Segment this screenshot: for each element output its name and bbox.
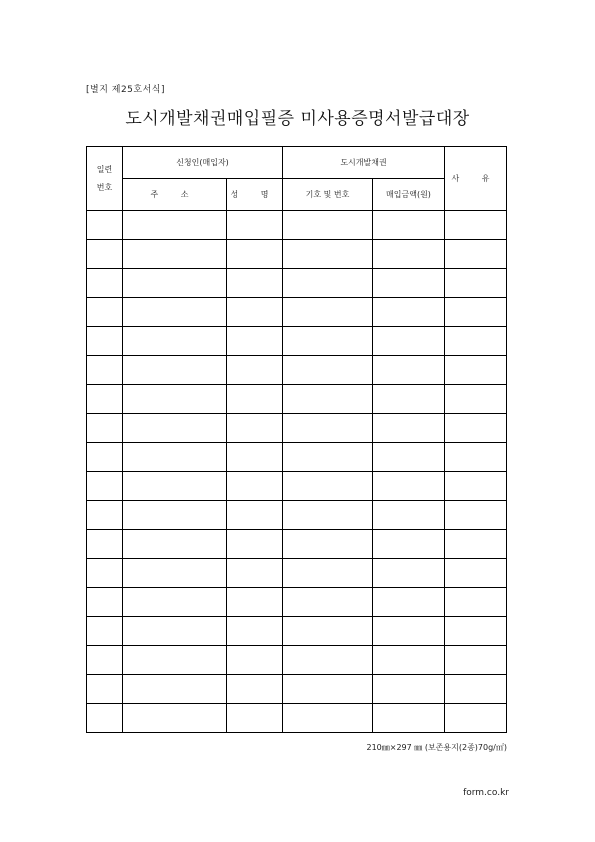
table-row — [87, 472, 507, 501]
paper-spec-footnote: 210㎜×297 ㎜ (보존용지(2종)70g/㎡) — [366, 743, 507, 752]
address-cell[interactable] — [123, 298, 227, 327]
purchase-amount-cell[interactable] — [373, 588, 445, 617]
seq-cell[interactable] — [87, 240, 123, 269]
address-cell[interactable] — [123, 443, 227, 472]
seq-cell[interactable] — [87, 414, 123, 443]
address-cell[interactable] — [123, 240, 227, 269]
name-cell[interactable] — [227, 356, 283, 385]
address-cell[interactable] — [123, 646, 227, 675]
purchase-amount-cell[interactable] — [373, 675, 445, 704]
symbol-number-header: 기호 및 번호 — [283, 179, 373, 211]
reason-cell[interactable] — [445, 530, 507, 559]
reason-cell[interactable] — [445, 414, 507, 443]
header-row-top — [87, 147, 507, 179]
seq-cell[interactable] — [87, 443, 123, 472]
reason-cell[interactable] — [445, 240, 507, 269]
address-cell[interactable] — [123, 501, 227, 530]
applicant-group-header: 신청인(매입자) — [123, 147, 283, 179]
table-row — [87, 501, 507, 530]
name-cell[interactable] — [227, 617, 283, 646]
header-row-bottom — [87, 179, 507, 211]
reason-cell[interactable] — [445, 472, 507, 501]
name-cell[interactable] — [227, 588, 283, 617]
reason-cell[interactable] — [445, 269, 507, 298]
table-row — [87, 327, 507, 356]
purchase-amount-cell[interactable] — [373, 211, 445, 240]
table-row — [87, 443, 507, 472]
seq-cell[interactable] — [87, 298, 123, 327]
name-cell[interactable] — [227, 501, 283, 530]
table-row — [87, 588, 507, 617]
name-header: 성 명 — [227, 179, 283, 211]
name-cell[interactable] — [227, 675, 283, 704]
purchase-amount-cell[interactable] — [373, 646, 445, 675]
name-cell[interactable] — [227, 530, 283, 559]
symbol-number-cell[interactable] — [283, 704, 373, 733]
table-row — [87, 298, 507, 327]
address-cell[interactable] — [123, 269, 227, 298]
address-cell[interactable] — [123, 356, 227, 385]
purchase-amount-cell[interactable] — [373, 298, 445, 327]
address-cell[interactable] — [123, 385, 227, 414]
address-cell[interactable] — [123, 530, 227, 559]
purchase-amount-cell[interactable] — [373, 704, 445, 733]
address-cell[interactable] — [123, 559, 227, 588]
page-title: 도시개발채권매입필증 미사용증명서발급대장 — [125, 109, 470, 129]
table-row — [87, 530, 507, 559]
seq-header-line1: 일련 — [96, 164, 113, 174]
seq-cell[interactable] — [87, 327, 123, 356]
seq-cell[interactable] — [87, 617, 123, 646]
seq-cell[interactable] — [87, 356, 123, 385]
name-cell[interactable] — [227, 704, 283, 733]
reason-cell[interactable] — [445, 327, 507, 356]
purchase-amount-cell[interactable] — [373, 443, 445, 472]
symbol-number-cell[interactable] — [283, 617, 373, 646]
table-row — [87, 617, 507, 646]
symbol-number-cell[interactable] — [283, 443, 373, 472]
seq-cell[interactable] — [87, 559, 123, 588]
purchase-amount-cell[interactable] — [373, 356, 445, 385]
name-cell[interactable] — [227, 414, 283, 443]
name-cell[interactable] — [227, 269, 283, 298]
ledger-body — [87, 211, 507, 733]
address-cell[interactable] — [123, 472, 227, 501]
address-cell[interactable] — [123, 211, 227, 240]
reason-cell[interactable] — [445, 617, 507, 646]
purchase-amount-cell[interactable] — [373, 501, 445, 530]
table-row — [87, 675, 507, 704]
purchase-amount-cell[interactable] — [373, 327, 445, 356]
symbol-number-cell[interactable] — [283, 675, 373, 704]
seq-cell[interactable] — [87, 704, 123, 733]
seq-cell[interactable] — [87, 472, 123, 501]
name-cell[interactable] — [227, 298, 283, 327]
purchase-amount-cell[interactable] — [373, 414, 445, 443]
address-cell[interactable] — [123, 327, 227, 356]
seq-cell[interactable] — [87, 675, 123, 704]
name-cell[interactable] — [227, 327, 283, 356]
form-label: [별지 제25호서식] — [86, 85, 165, 95]
address-cell[interactable] — [123, 704, 227, 733]
symbol-number-cell[interactable] — [283, 501, 373, 530]
table-row — [87, 414, 507, 443]
table-row — [87, 211, 507, 240]
name-cell[interactable] — [227, 472, 283, 501]
symbol-number-cell[interactable] — [283, 472, 373, 501]
table-row — [87, 240, 507, 269]
symbol-number-cell[interactable] — [283, 414, 373, 443]
address-header: 주 소 — [123, 179, 227, 211]
ledger-table — [86, 146, 507, 733]
address-cell[interactable] — [123, 617, 227, 646]
reason-cell[interactable] — [445, 385, 507, 414]
site-credit: form.co.kr — [463, 788, 509, 798]
purchase-amount-cell[interactable] — [373, 240, 445, 269]
purchase-amount-cell[interactable] — [373, 530, 445, 559]
reason-cell[interactable] — [445, 704, 507, 733]
purchase-amount-cell[interactable] — [373, 269, 445, 298]
table-row — [87, 269, 507, 298]
purchase-amount-cell[interactable] — [373, 385, 445, 414]
reason-cell[interactable] — [445, 501, 507, 530]
symbol-number-cell[interactable] — [283, 327, 373, 356]
table-row — [87, 704, 507, 733]
symbol-number-cell[interactable] — [283, 530, 373, 559]
name-cell[interactable] — [227, 443, 283, 472]
seq-cell[interactable] — [87, 501, 123, 530]
table-row — [87, 559, 507, 588]
symbol-number-cell[interactable] — [283, 240, 373, 269]
reason-cell[interactable] — [445, 559, 507, 588]
symbol-number-cell[interactable] — [283, 559, 373, 588]
symbol-number-cell[interactable] — [283, 385, 373, 414]
seq-cell[interactable] — [87, 385, 123, 414]
table-row — [87, 356, 507, 385]
seq-header-line2: 번호 — [96, 182, 113, 192]
reason-cell[interactable] — [445, 675, 507, 704]
name-cell[interactable] — [227, 211, 283, 240]
symbol-number-cell[interactable] — [283, 211, 373, 240]
address-cell[interactable] — [123, 588, 227, 617]
reason-cell[interactable] — [445, 298, 507, 327]
name-cell[interactable] — [227, 559, 283, 588]
address-cell[interactable] — [123, 414, 227, 443]
seq-header — [87, 147, 123, 211]
table-row — [87, 385, 507, 414]
name-cell[interactable] — [227, 240, 283, 269]
purchase-amount-cell[interactable] — [373, 617, 445, 646]
symbol-number-cell[interactable] — [283, 269, 373, 298]
address-cell[interactable] — [123, 675, 227, 704]
seq-cell[interactable] — [87, 530, 123, 559]
reason-cell[interactable] — [445, 211, 507, 240]
reason-cell[interactable] — [445, 356, 507, 385]
symbol-number-cell[interactable] — [283, 356, 373, 385]
purchase-amount-cell[interactable] — [373, 472, 445, 501]
table-row — [87, 646, 507, 675]
purchase-amount-cell[interactable] — [373, 559, 445, 588]
bond-group-header: 도시개발채권 — [283, 147, 445, 179]
seq-cell[interactable] — [87, 646, 123, 675]
reason-cell[interactable] — [445, 646, 507, 675]
reason-header: 사 유 — [445, 147, 507, 211]
name-cell[interactable] — [227, 646, 283, 675]
symbol-number-cell[interactable] — [283, 298, 373, 327]
seq-cell[interactable] — [87, 211, 123, 240]
reason-cell[interactable] — [445, 588, 507, 617]
purchase-amount-header: 매입금액(원) — [373, 179, 445, 211]
seq-cell[interactable] — [87, 588, 123, 617]
name-cell[interactable] — [227, 385, 283, 414]
symbol-number-cell[interactable] — [283, 588, 373, 617]
seq-cell[interactable] — [87, 269, 123, 298]
reason-cell[interactable] — [445, 443, 507, 472]
symbol-number-cell[interactable] — [283, 646, 373, 675]
